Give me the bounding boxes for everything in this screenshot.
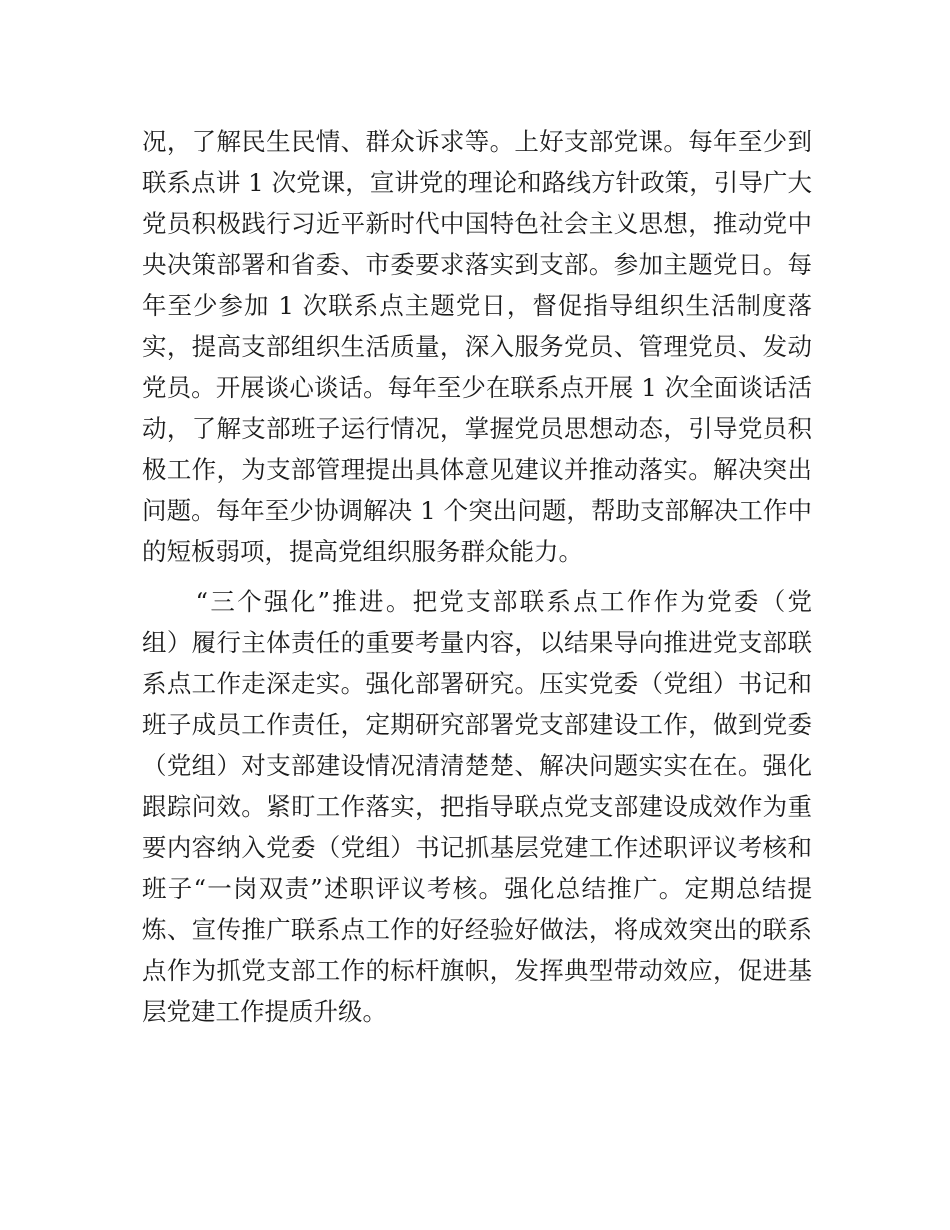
text-line: 炼、宣传推广联系点工作的好经验好做法，将成效突出的联系 [142,915,812,944]
text-line: 的短板弱项，提高党组织服务群众能力。 [142,537,583,566]
paragraph-liaison-tasks [142,121,812,572]
text-line: 组）履行主体责任的重要考量内容，以结果导向推进党支部联 [142,628,812,657]
text-line: 极工作，为支部管理提出具体意见建议并推动落实。解决突出 [142,455,812,484]
text-line: 联系点讲 1 次党课，宣讲党的理论和路线方针政策，引导广大 [142,168,812,197]
text-line: （党组）对支部建设情况清清楚楚、解决问题实实在在。强化 [142,751,812,780]
text-line: 实，提高支部组织生活质量，深入服务党员、管理党员、发动 [142,332,812,361]
text-line: 层党建工作提质升级。 [142,997,387,1026]
text-line: 要内容纳入党委（党组）书记抓基层党建工作述职评议考核和 [142,833,812,862]
paragraph-spacer [142,572,812,581]
text-line: 班子“一岗双责”述职评议考核。强化总结推广。定期总结提 [142,874,812,903]
text-line: 系点工作走深走实。强化部署研究。压实党委（党组）书记和 [142,669,812,698]
text-line: 央决策部署和省委、市委要求落实到支部。参加主题党日。每 [142,250,812,279]
text-line: 党员积极践行习近平新时代中国特色社会主义思想，推动党中 [142,209,812,238]
text-line: 党员。开展谈心谈话。每年至少在联系点开展 1 次全面谈话活 [142,373,812,402]
text-line: 点作为抓党支部工作的标杆旗帜，发挥典型带动效应，促进基 [142,956,812,985]
text-line: 年至少参加 1 次联系点主题党日，督促指导组织生活制度落 [142,291,812,320]
document-body [142,121,812,1032]
text-line: 问题。每年至少协调解决 1 个突出问题，帮助支部解决工作中 [142,496,812,525]
text-line: 跟踪问效。紧盯工作落实，把指导联点党支部建设成效作为重 [142,792,812,821]
text-line: 动，了解支部班子运行情况，掌握党员思想动态，引导党员积 [142,414,812,443]
text-line: 班子成员工作责任，定期研究部署党支部建设工作，做到党委 [142,710,812,739]
paragraph-three-strengthens [142,581,812,1032]
text-line: “三个强化”推进。把党支部联系点工作作为党委（党 [142,587,812,616]
text-line: 况，了解民生民情、群众诉求等。上好支部党课。每年至少到 [142,127,812,156]
